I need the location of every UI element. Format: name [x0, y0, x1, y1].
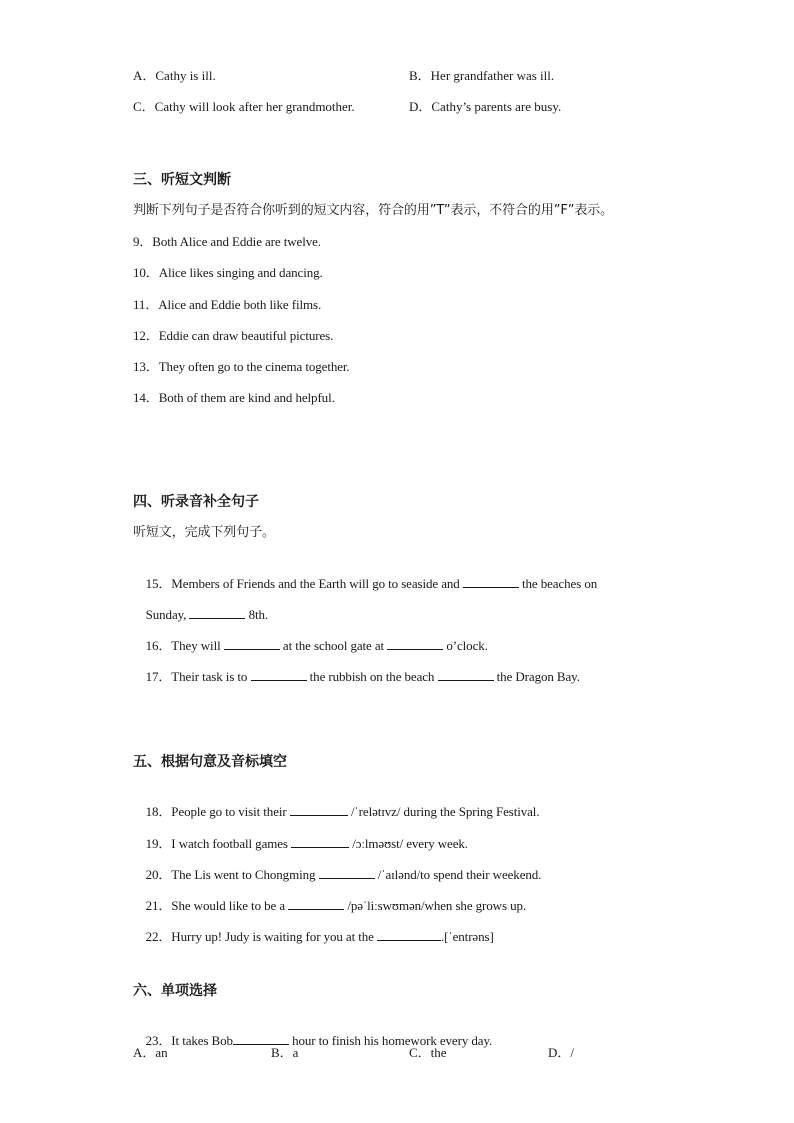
answer-blank[interactable] — [189, 605, 245, 619]
q18-text-2: /ˈrelətɪvz/ during the Spring Festival. — [350, 804, 540, 819]
answer-blank[interactable] — [377, 927, 441, 941]
q23-text-1: 23．It takes Bob — [145, 1033, 233, 1048]
q15-text-3: Sunday, — [145, 607, 187, 622]
section5-title: 五、根据句意及音标填空 — [133, 754, 287, 770]
q19-text-2: /ɔːlməʊst/ every week. — [352, 836, 468, 851]
answer-blank[interactable] — [251, 667, 307, 681]
q23-text-2: hour to finish his homework every day. — [292, 1033, 493, 1048]
q17-text-1: 17．Their task is to — [145, 669, 248, 684]
q21-text-1: 21．She would like to be a — [145, 898, 286, 913]
answer-blank[interactable] — [438, 667, 494, 681]
question-10: 10．Alice likes singing and dancing. — [133, 265, 323, 280]
q8-option-d: D．Cathy’s parents are busy. — [409, 99, 562, 114]
answer-blank[interactable] — [288, 896, 344, 910]
q15-text-2: the beaches on — [522, 576, 598, 591]
answer-blank[interactable] — [463, 574, 519, 588]
section6-title: 六、单项选择 — [133, 983, 217, 999]
answer-blank[interactable] — [319, 865, 375, 879]
question-13: 13．They often go to the cinema together. — [133, 359, 350, 374]
answer-blank[interactable] — [224, 636, 280, 650]
q17-text-3: the Dragon Bay. — [496, 669, 580, 684]
q23-option-a: A．an — [133, 1045, 168, 1060]
q23-option-d: D．/ — [548, 1045, 575, 1060]
q22-text-1: 22．Hurry up! Judy is waiting for you at the — [145, 929, 374, 944]
answer-blank[interactable] — [387, 636, 443, 650]
q15-text-1: 15．Members of Friends and the Earth will go to seaside and — [145, 576, 460, 591]
q23-option-b: B．a — [271, 1045, 299, 1060]
answer-blank[interactable] — [290, 802, 348, 816]
section4-title: 四、听录音补全句子 — [133, 494, 259, 510]
q16-text-1: 16．They will — [145, 638, 221, 653]
answer-blank[interactable] — [291, 834, 349, 848]
q15-text-4: 8th. — [248, 607, 269, 622]
q8-option-b: B．Her grandfather was ill. — [409, 68, 555, 83]
answer-blank[interactable] — [233, 1031, 289, 1045]
q20-text-2: /ˈaɪlənd/to spend their weekend. — [377, 867, 542, 882]
q19-text-1: 19．I watch football games — [145, 836, 288, 851]
section4-instruction: 听短文，完成下列句子。 — [133, 525, 275, 540]
section3-title: 三、听短文判断 — [133, 172, 231, 188]
q22-text-2: .[ˈentrəns] — [441, 929, 494, 944]
q18-text-1: 18．People go to visit their — [145, 804, 287, 819]
question-14: 14．Both of them are kind and helpful. — [133, 390, 335, 405]
q20-text-1: 20．The Lis went to Chongming — [145, 867, 316, 882]
q16-text-2: at the school gate at — [282, 638, 385, 653]
question-11: 11．Alice and Eddie both like films. — [133, 297, 322, 312]
section3-instruction: 判断下列句子是否符合你听到的短文内容，符合的用”T”表示，不符合的用”F”表示。 — [133, 203, 614, 218]
q16-text-3: o’clock. — [446, 638, 488, 653]
q21-text-2: /pəˈliːswʊmən/when she grows up. — [347, 898, 527, 913]
q17-text-2: the rubbish on the beach — [309, 669, 435, 684]
q23-option-c: C．the — [409, 1045, 447, 1060]
q8-option-a: A．Cathy is ill. — [133, 68, 216, 83]
question-12: 12．Eddie can draw beautiful pictures. — [133, 328, 334, 343]
question-9: 9．Both Alice and Eddie are twelve. — [133, 234, 321, 249]
question-22 — [133, 909, 494, 964]
question-17 — [133, 649, 580, 704]
q8-option-c: C．Cathy will look after her grandmother. — [133, 99, 355, 114]
